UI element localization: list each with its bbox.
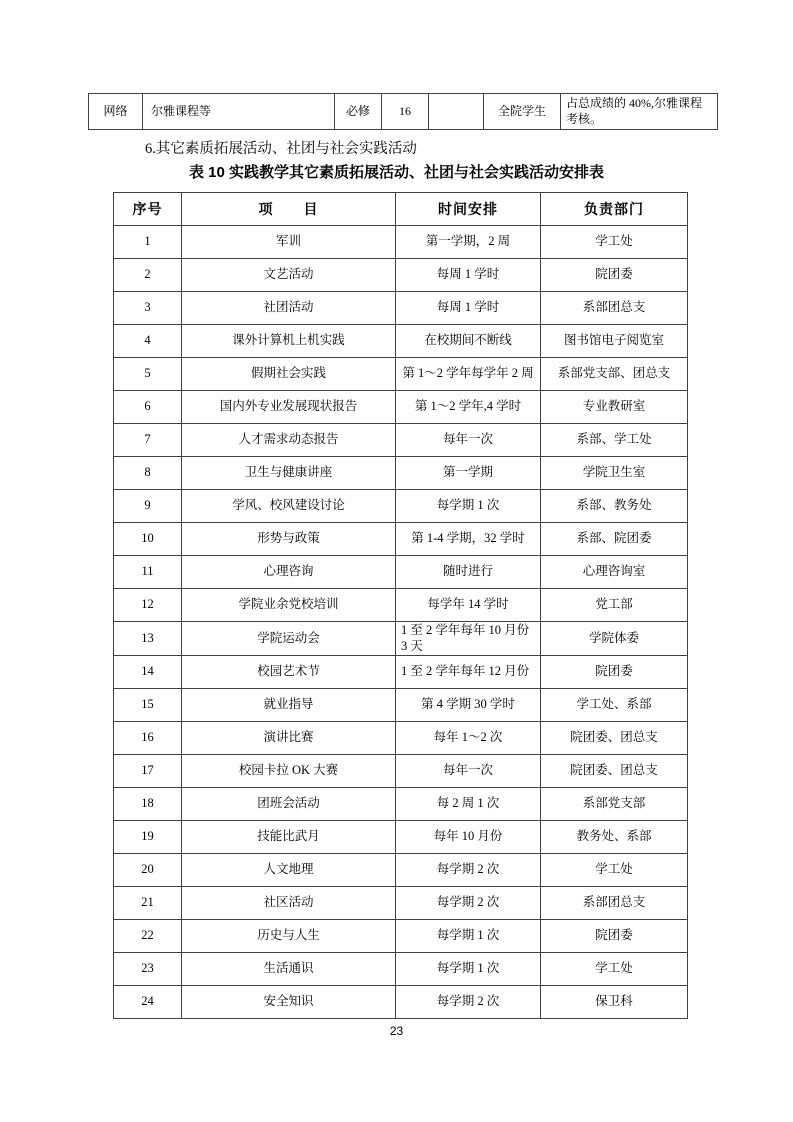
time-schedule-cell: 1 至 2 学年每年 10 月份 3 天 [396,622,541,656]
item-name-cell: 卫生与健康讲座 [182,457,396,490]
row-number-cell: 9 [114,490,182,523]
department-cell: 院团委 [541,259,688,292]
course-type-cell: 必修 [335,94,382,130]
page-number: 23 [389,1024,404,1038]
item-name-cell: 心理咨询 [182,556,396,589]
row-number-cell: 7 [114,424,182,457]
row-number-cell: 21 [114,887,182,920]
course-row [89,94,718,130]
item-name-cell: 学风、校风建设讨论 [182,490,396,523]
item-name-cell: 人文地理 [182,854,396,887]
time-schedule-cell: 每 2 周 1 次 [396,788,541,821]
department-cell: 图书馆电子阅览室 [541,325,688,358]
item-name-cell: 校园艺术节 [182,656,396,689]
row-number-cell: 8 [114,457,182,490]
department-cell: 系部、教务处 [541,490,688,523]
department-cell: 系部、院团委 [541,523,688,556]
row-number-cell: 6 [114,391,182,424]
table-row [114,722,688,755]
header-item: 项 目 [182,193,396,226]
item-name-cell: 文艺活动 [182,259,396,292]
item-name-cell: 社区活动 [182,887,396,920]
time-schedule-cell: 每学期 2 次 [396,854,541,887]
row-number-cell: 2 [114,259,182,292]
table-row [114,986,688,1019]
course-category-cell: 网络 [89,94,143,130]
item-name-cell: 生活通识 [182,953,396,986]
row-number-cell: 15 [114,689,182,722]
time-schedule-cell: 第 1～2 学年,4 学时 [396,391,541,424]
department-cell: 学工处 [541,953,688,986]
continued-course-table [88,93,718,130]
row-number-cell: 22 [114,920,182,953]
table-row [114,953,688,986]
row-number-cell: 10 [114,523,182,556]
activity-schedule-table [113,192,688,1019]
header-time: 时间安排 [396,193,541,226]
course-audience-cell: 全院学生 [484,94,561,130]
table-row [114,424,688,457]
time-schedule-cell: 第 1-4 学期，32 学时 [396,523,541,556]
table-row [114,358,688,391]
row-number-cell: 11 [114,556,182,589]
item-name-cell: 人才需求动态报告 [182,424,396,457]
time-schedule-cell: 第 1～2 学年每学年 2 周 [396,358,541,391]
table-row [114,821,688,854]
time-schedule-cell: 每学期 2 次 [396,887,541,920]
department-cell: 系部、学工处 [541,424,688,457]
item-name-cell: 历史与人生 [182,920,396,953]
row-number-cell: 23 [114,953,182,986]
department-cell: 学工处、系部 [541,689,688,722]
table-row [114,622,688,656]
department-cell: 院团委、团总支 [541,722,688,755]
department-cell: 学院体委 [541,622,688,656]
item-name-cell: 假期社会实践 [182,358,396,391]
item-name-cell: 学院业余党校培训 [182,589,396,622]
time-schedule-cell: 随时进行 [396,556,541,589]
row-number-cell: 16 [114,722,182,755]
department-cell: 系部党支部、团总支 [541,358,688,391]
row-number-cell: 17 [114,755,182,788]
table-row [114,755,688,788]
time-schedule-cell: 每学期 1 次 [396,953,541,986]
department-cell: 教务处、系部 [541,821,688,854]
course-name-cell: 尔雅课程等 [143,94,335,130]
item-name-cell: 就业指导 [182,689,396,722]
header-department: 负责部门 [541,193,688,226]
time-schedule-cell: 每年 10 月份 [396,821,541,854]
row-number-cell: 19 [114,821,182,854]
table-row [114,325,688,358]
row-number-cell: 24 [114,986,182,1019]
row-number-cell: 5 [114,358,182,391]
department-cell: 系部团总支 [541,292,688,325]
time-schedule-cell: 每年一次 [396,755,541,788]
table-row [114,656,688,689]
time-schedule-cell: 每周 1 学时 [396,259,541,292]
item-name-cell: 团班会活动 [182,788,396,821]
table-row [114,523,688,556]
time-schedule-cell: 第一学期 [396,457,541,490]
header-number: 序号 [114,193,182,226]
table-row [114,391,688,424]
row-number-cell: 13 [114,622,182,656]
time-schedule-cell: 1 至 2 学年每年 12 月份 [396,656,541,689]
table-header-row [114,193,688,226]
table-row [114,226,688,259]
table-row [114,887,688,920]
time-schedule-cell: 每周 1 学时 [396,292,541,325]
course-note-cell: 占总成绩的 40%,尔雅课程考核。 [561,94,718,130]
item-name-cell: 演讲比赛 [182,722,396,755]
item-name-cell: 校园卡拉 OK 大赛 [182,755,396,788]
department-cell: 院团委 [541,920,688,953]
time-schedule-cell: 每学期 2 次 [396,986,541,1019]
table-row [114,457,688,490]
department-cell: 院团委 [541,656,688,689]
time-schedule-cell: 第一学期，2 周 [396,226,541,259]
time-schedule-cell: 每年 1～2 次 [396,722,541,755]
department-cell: 学工处 [541,854,688,887]
row-number-cell: 12 [114,589,182,622]
department-cell: 系部党支部 [541,788,688,821]
table-title: 表 10 实践教学其它素质拓展活动、社团与社会实践活动安排表 [188,164,605,181]
table-row [114,920,688,953]
course-empty-cell [429,94,484,130]
department-cell: 党工部 [541,589,688,622]
item-name-cell: 安全知识 [182,986,396,1019]
table-row [114,854,688,887]
item-name-cell: 学院运动会 [182,622,396,656]
department-cell: 学工处 [541,226,688,259]
item-name-cell: 形势与政策 [182,523,396,556]
time-schedule-cell: 在校期间不断线 [396,325,541,358]
time-schedule-cell: 每年一次 [396,424,541,457]
time-schedule-cell: 每学期 1 次 [396,920,541,953]
item-name-cell: 技能比武月 [182,821,396,854]
row-number-cell: 1 [114,226,182,259]
item-name-cell: 社团活动 [182,292,396,325]
table-row [114,292,688,325]
table-row [114,490,688,523]
time-schedule-cell: 每学年 14 学时 [396,589,541,622]
table-row [114,788,688,821]
row-number-cell: 3 [114,292,182,325]
table-row [114,689,688,722]
row-number-cell: 18 [114,788,182,821]
department-cell: 院团委、团总支 [541,755,688,788]
department-cell: 保卫科 [541,986,688,1019]
department-cell: 专业教研室 [541,391,688,424]
department-cell: 系部团总支 [541,887,688,920]
item-name-cell: 军训 [182,226,396,259]
row-number-cell: 14 [114,656,182,689]
course-hours-cell: 16 [382,94,429,130]
time-schedule-cell: 第 4 学期 30 学时 [396,689,541,722]
table-row [114,556,688,589]
section-heading: 6.其它素质拓展活动、社团与社会实践活动 [145,141,417,157]
table-row [114,589,688,622]
time-schedule-cell: 每学期 1 次 [396,490,541,523]
row-number-cell: 20 [114,854,182,887]
department-cell: 学院卫生室 [541,457,688,490]
row-number-cell: 4 [114,325,182,358]
item-name-cell: 国内外专业发展现状报告 [182,391,396,424]
table-row [114,259,688,292]
department-cell: 心理咨询室 [541,556,688,589]
item-name-cell: 课外计算机上机实践 [182,325,396,358]
